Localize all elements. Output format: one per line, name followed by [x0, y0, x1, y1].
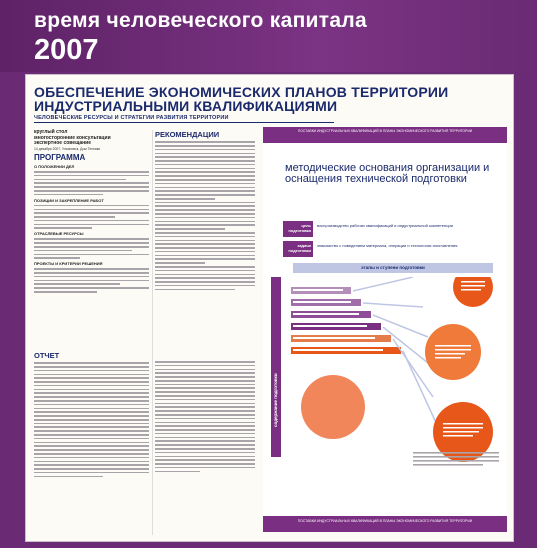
- tasks-row: [283, 241, 497, 257]
- text-block: [155, 202, 255, 230]
- circle-stage-2: [425, 324, 481, 380]
- circle-stage-4: [301, 375, 365, 439]
- text-block: [34, 238, 149, 259]
- content-bar-label: содержание подготовки: [273, 373, 278, 427]
- text-block: [155, 361, 255, 472]
- tasks-text: знакомство с поведением материала, операции и технология изготовления: [317, 243, 458, 248]
- tasks-label: задачи подготовки: [283, 241, 313, 257]
- report-column-2: [155, 351, 255, 474]
- main-subtitle: ЧЕЛОВЕЧЕСКИЕ РЕСУРСЫ И СТРАТЕГИИ РАЗВИТИЯ ТЕРРИТОРИИ: [34, 115, 229, 121]
- text-block: [34, 362, 149, 477]
- program-item-1: О ПОЛОЖЕНИИ ДЕЛ: [34, 163, 75, 169]
- program-title: ПРОГРАММА: [34, 152, 86, 162]
- text-block: [155, 232, 255, 264]
- header-title: время человеческого капитала: [34, 9, 367, 32]
- recommendations-column: [155, 130, 255, 292]
- title-rule: [34, 122, 334, 123]
- methodology-diagram: [263, 127, 507, 532]
- report-column: [34, 351, 149, 479]
- stage-steps: [291, 287, 401, 354]
- event-intro: круглый стол многосторонние консультации экспертное совещание: [34, 129, 111, 146]
- stages-bar: этапы и ступени подготовки: [293, 263, 493, 273]
- report-title: ОТЧЕТ: [34, 351, 60, 360]
- text-block: [155, 266, 255, 290]
- text-block: [34, 171, 149, 195]
- goal-row: [283, 221, 497, 237]
- program-item-3: ОТРАСЛЕВЫЕ РЕСУРСЫ: [34, 231, 84, 237]
- diagram-top-caption: ПОСТАВКИ ИНДУСТРИАЛЬНЫХ КВАЛИФИКАЦИЙ В ПЛАНЫ ЭКОНОМИЧЕСКОГО РАЗВИТИЯ ТЕРРИТОРИИ: [263, 127, 507, 143]
- event-date: 14 декабря 2007, Ульяновск, Дом Техники: [34, 146, 101, 151]
- header-band: [0, 0, 537, 72]
- poster-paper: [25, 74, 514, 542]
- main-title: ОБЕСПЕЧЕНИЕ ЭКОНОМИЧЕСКИХ ПЛАНОВ ТЕРРИТОРИИ ИНДУСТРИАЛЬНЫМИ КВАЛИФИКАЦИЯМИ: [34, 84, 449, 114]
- diagram-bottom-caption: ПОСТАВКИ ИНДУСТРИАЛЬНЫХ КВАЛИФИКАЦИЙ В ПЛАНЫ ЭКОНОМИЧЕСКОГО РАЗВИТИЯ ТЕРРИТОРИИ: [263, 516, 507, 532]
- stages-graphic: [263, 277, 507, 517]
- program-item-4: ПРОЕКТЫ И КРИТЕРИИ РЕШЕНИЯ: [34, 261, 103, 267]
- text-block: [34, 205, 149, 229]
- text-block: [155, 141, 255, 199]
- diagram-title: методические основания организации и оснащения технической подготовки: [285, 162, 490, 185]
- recommendations-title: РЕКОМЕНДАЦИИ: [155, 130, 220, 139]
- header-year: 2007: [34, 34, 99, 66]
- content-bar: [271, 277, 281, 457]
- program-column: [34, 130, 149, 295]
- goal-text: воспроизводство рабочих квалификаций и индустриальной компетенции: [317, 223, 453, 228]
- column-divider: [152, 130, 153, 535]
- goal-label: цель подготовки: [283, 221, 313, 237]
- text-block: [34, 268, 149, 292]
- program-item-2: ПОЗИЦИИ И ЗАКРЕПЛЕНИЕ РАБОТ: [34, 197, 104, 203]
